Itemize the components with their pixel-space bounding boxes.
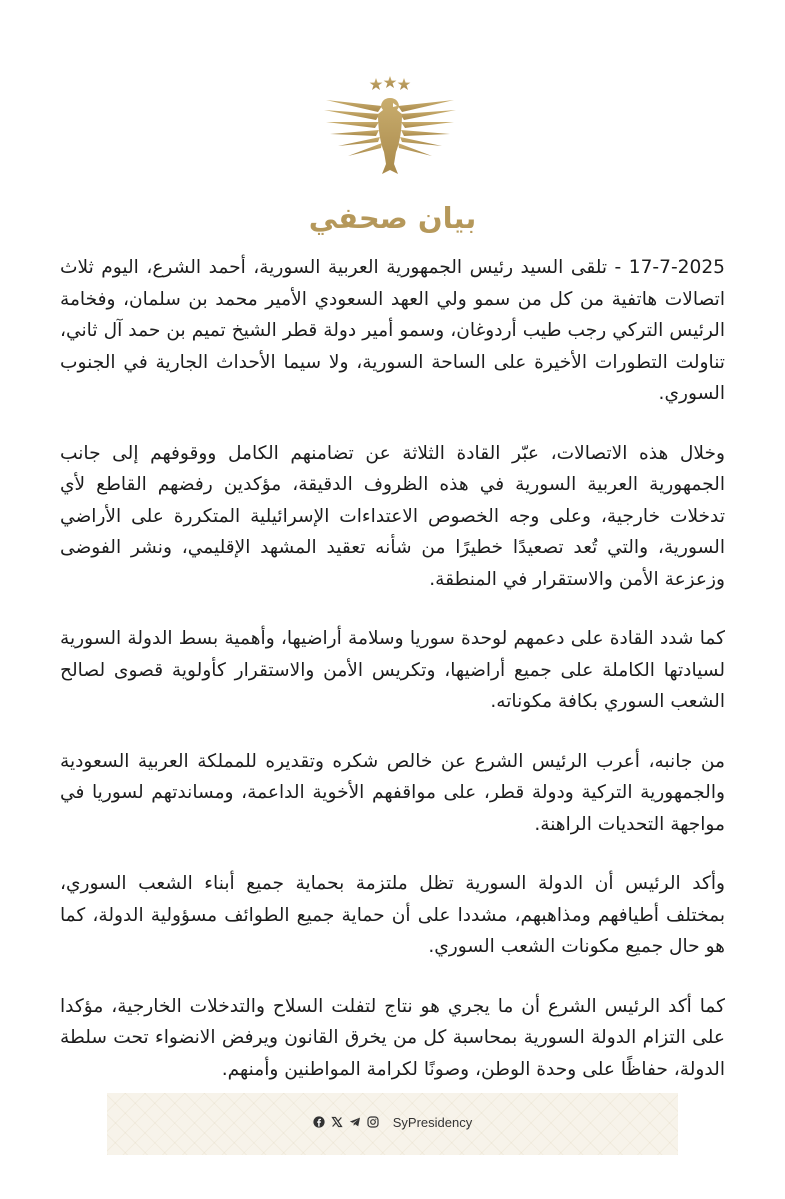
social-links — [313, 1115, 472, 1130]
footer-banner — [107, 1093, 678, 1155]
statement-body — [60, 252, 725, 1113]
paragraph: كما أكد الرئيس الشرع أن ما يجري هو نتاج لتفلت السلاح والتدخلات الخارجية، مؤكدا على التزام الدولة السورية بمحاسبة كل من يخرق القانون ويرفض الانضواء تحت سلطة الدولة، حفاظًا على وحدة الوطن، وصونًا لكرامة المواطنين وأمنهم. — [60, 995, 725, 1080]
page-title: بيان صحفي — [308, 201, 477, 235]
paragraph: من جانبه، أعرب الرئيس الشرع عن خالص شكره وتقديره للمملكة العربية السعودية والجمهورية التركية ودولة قطر، على مواقفهم الأخوية الداعمة، ومساندتهم لسوريا في مواجهة التحديات الراهنة. — [60, 750, 725, 835]
paragraph: كما شدد القادة على دعمهم لوحدة سوريا وسلامة أراضيها، وأهمية بسط الدولة السورية لسيادتها الكاملة على جميع أراضيها، وتكريس الأمن والاستقرار كأولوية قصوى لصالح الشعب السوري بكافة مكوناته. — [60, 628, 725, 712]
paragraph: وخلال هذه الاتصالات، عبّر القادة الثلاثة عن تضامنهم الكامل ووقوفهم إلى جانب الجمهورية العربية السورية في هذه الظروف الدقيقة، مؤكدين رفضهم القاطع لأي تدخلات خارجية، وعلى وجه الخصوص الاعتداءات الإسرائيلية المتكررة على الأراضي السورية، والتي تُعد تصعيدًا خطيرًا من شأنه تعقيد المشهد الإقليمي، ونشر الفوضى وزعزعة الأمن والاستقرار في المنطقة. — [60, 442, 725, 590]
x-icon[interactable] — [331, 1116, 343, 1128]
paragraph: وأكد الرئيس أن الدولة السورية تظل ملتزمة بحماية جميع أبناء الشعب السوري، بمختلف أطيافهم ومذاهبهم، مشددا على أن حماية جميع الطوائف مسؤولية الدولة، كما هو حال جميع مكونات الشعب السوري. — [60, 873, 725, 957]
facebook-icon[interactable] — [313, 1116, 325, 1128]
instagram-icon[interactable] — [367, 1116, 379, 1128]
social-handle[interactable]: SyPresidency — [392, 1114, 473, 1130]
telegram-icon[interactable] — [349, 1116, 361, 1128]
paragraph: 17-7-2025 - تلقى السيد رئيس الجمهورية العربية السورية، أحمد الشرع، اليوم ثلاث اتصالات هاتفية من كل من سمو ولي العهد السعودي الأمير محمد بن سلمان، وفخامة الرئيس التركي رجب طيب أردوغان، وسمو أمير دولة قطر الشيخ تميم بن حمد آل ثاني، تناولت التطورات الأخيرة على الساحة السورية، ولا سيما الأحداث الجارية في الجنوب السوري. — [60, 257, 725, 404]
eagle-emblem-icon — [322, 76, 458, 176]
